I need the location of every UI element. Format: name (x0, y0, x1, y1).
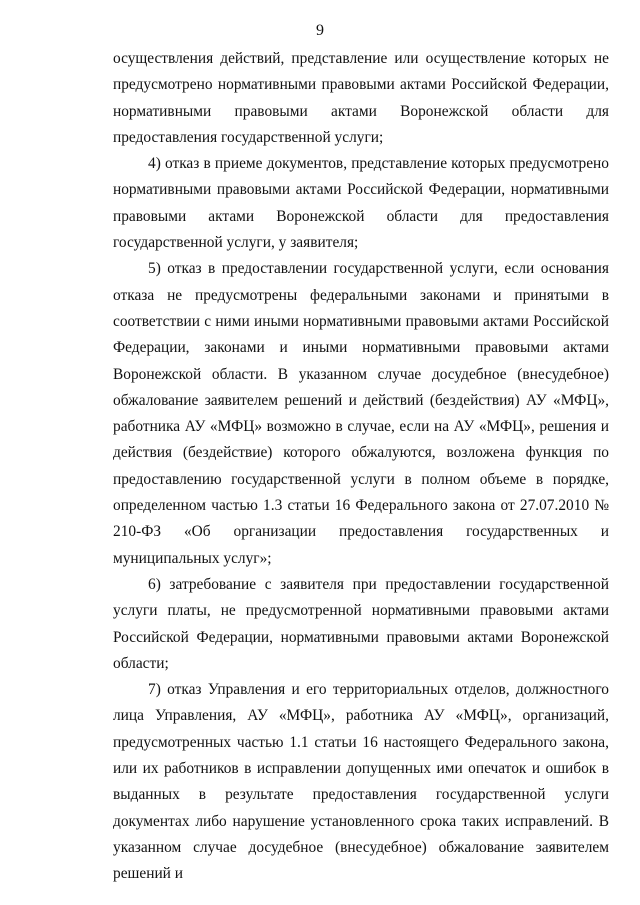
paragraph-item-5: 5) отказ в предоставлении государственной услуги, если основания отказа не предусмотрены федеральными законами и принятыми в соответствии с ними иными нормативными правовыми актами Российской Федерации, законами и иными нормативными правовыми актами Воронежской области. В указанном случае досудебное (внесудебное) обжалование заявителем решений и действий (бездействия) АУ «МФЦ», работника АУ «МФЦ» возможно в случае, если на АУ «МФЦ», решения и действия (бездействие) которого обжалуются, возложена функция по предоставлению государственной услуги в полном объеме в порядке, определенном частью 1.3 статьи 16 Федерального закона от 27.07.2010 № 210-ФЗ «Об организации предоставления государственных и муниципальных услуг»; (113, 260, 609, 567)
paragraph-item-4: 4) отказ в приеме документов, представление которых предусмотрено нормативными правовыми актами Российской Федерации, нормативными правовыми актами Воронежской области для предоставления государственной услуги, у заявителя; (113, 155, 609, 252)
page-number: 9 (316, 22, 324, 39)
paragraph-item-6: 6) затребование с заявителя при предоставлении государственной услуги платы, не предусмотренной нормативными правовыми актами Российской Федерации, нормативными правовыми актами Воронежской области; (113, 575, 609, 672)
paragraph-item-7: 7) отказ Управления и его территориальных отделов, должностного лица Управления, АУ «МФЦ», работника АУ «МФЦ», организаций, предусмотренных частью 1.1 статьи 16 настоящего Федерального закона, или их работников в исправлении допущенных ими опечаток и ошибок в выданных в результате предоставления государственной услуги документах либо нарушение установленного срока таких исправлений. В указанном случае досудебное (внесудебное) обжалование заявителем решений и (113, 681, 609, 883)
paragraph-continuation: осуществления действий, представление или осуществление которых не предусмотрено нормативными правовыми актами Российской Федерации, нормативными правовыми актами Воронежской области для предоставления государственной услуги; (113, 50, 609, 146)
document-body (113, 46, 609, 888)
